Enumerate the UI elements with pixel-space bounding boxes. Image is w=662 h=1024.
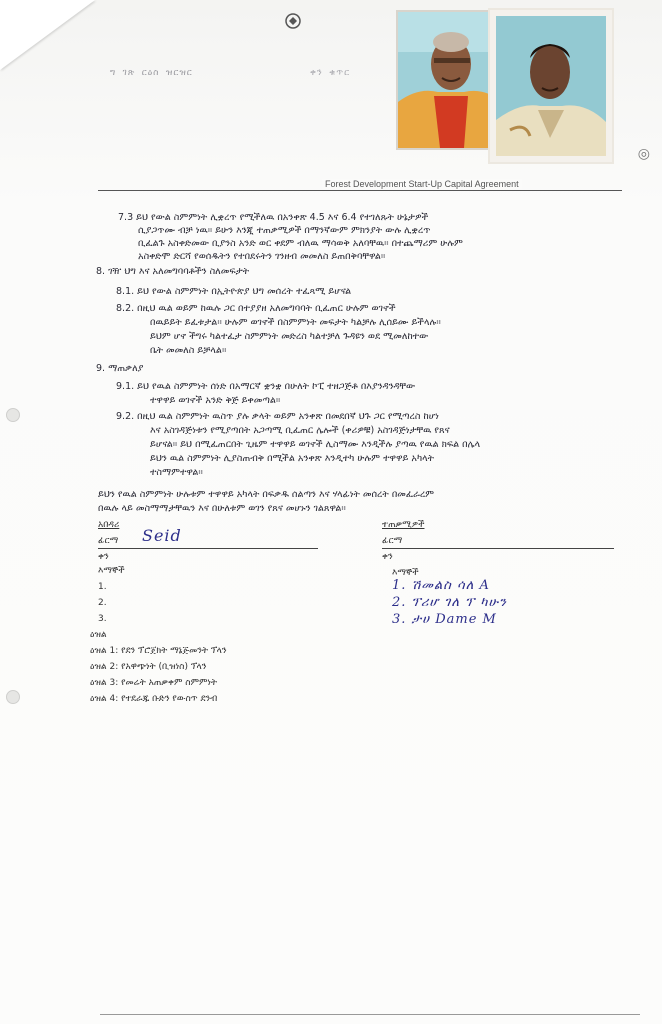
clause-9-2-line-3: ይሆናል። ይህ በሚፈጠርበት ጊዜም ተዋዋይ ወገኖች ሊስማሙ እንዲችሉ ያጣዉ የዉል ክፍል በሌላ [150,439,481,450]
clause-8-1: 8.1. ይህ የውል ስምምነት በኢትዮጵያ ህግ መሰረት ተፈጻሚ ይሆናል [116,286,352,297]
witness-right-3: 3. ታሀ Dame M [392,612,497,627]
section-9-heading: 9. ማጠቃለያ [96,363,144,374]
clause-8-2-line-2: በዉይይት ይፈቱታል። ሁሉም ወገኖች በስምምነት መፍታት ካልቻሉ ሊሰይሙ ይችላሉ። [150,317,441,328]
party-1-signature: Seid [142,526,182,545]
clause-9-1-line-1: 9.1. ይህ የዉል ስምምነት ሰነድ በአማርኛ ቋንቋ በሁለት ኮፒ ተዘጋጅቶ በእያንዳንዳቸው [116,381,416,392]
clause-9-1-line-2: ተዋዋይ ወገኖች አንድ ቅጅ ይቀመጣል። [150,395,281,406]
witness-left-1: 1. [98,582,107,592]
faint-header-left: ግ ገጽ ርዕስ ዝርዝር [110,68,193,78]
clause-7-3-line-4: አስቀድሞ ድርሻ የወሰዱትን የተበደሩትን ገንዘብ መመለስ ይጠበቅባቸዋል። [138,251,386,262]
section-8-heading: 8. ገዥ ህግ እና አለመግባባቶችን ስለመፍታት [96,266,250,277]
party-1-signature-label: ፊርማ [98,536,119,546]
clause-7-3-line-1: 7.3 ይህ የውል ስምምነት ሊቋረጥ የሚችለዉ በአንቀጽ 4.5 እና 6.4 የተገለጹት ሁኔታዎች [118,212,429,223]
punch-hole-top [6,408,20,422]
photo-2 [488,8,614,164]
clause-7-3-line-3: ቢፈልጉ አስቀድመው ቢያንስ አንድ ወር ቀደም ብለዉ ማሳወቅ አለባቸዉ። በተጨማሪም ሁሉም [138,238,463,249]
party-2-date-label: ቀን [382,552,393,562]
party-1-date-label: ቀን [98,552,109,562]
faint-header-right: ቀን ቁጥር [310,68,351,78]
clause-8-2-line-3: ይህም ሆኖ ችግሩ ካልተፈታ ስምምነት መድረስ ካልተቻለ ጉዳዩን ወደ ሚመለከተው [150,331,429,342]
clause-9-2-line-2: እና አስገዳጅነቱን የሚያጣበት አጋጣሚ ቢፈጠር ሌሎች (ቀሪዎቹ) አስገዳጅነታቸዉ የጸና [150,425,450,436]
page-curl [0,0,95,70]
party-2-label: ተጠቃሚዎች [382,520,425,530]
party-1-signature-rule [98,548,318,549]
witness-left-2: 2. [98,598,107,608]
clause-9-2-line-4: ይህን ዉል ስምምነት ሊያስጠብቅ በሚችል አንቀጽ እንዲተካ ሁሉም ተዋዋይ አካላት [150,453,435,464]
annex-2: ዕዝል 2: የአዋጭነት (ቢዝነስ) ፕላን [90,662,207,672]
annex-4: ዕዝል 4: የተደራጁ ቡድን የውስጥ ደንብ [90,694,218,704]
clause-8-2-line-1: 8.2. በዚህ ዉል ወይም ከዉሉ ጋር በተያያዘ አለመግባባት ቢፈጠር ሁሉም ወገኖች [116,303,396,314]
witness-left-3: 3. [98,614,107,624]
annex-1: ዕዝል 1: የደን ፕሮጀክት ማኔጅመንት ፕላን [90,646,227,656]
seal-icon [284,12,302,30]
header-rule [98,190,622,191]
witnesses-heading-right: እማኞች [392,568,419,578]
party-1-label: አበዳሪ [98,520,120,530]
annex-3: ዕዝል 3: የመሬት አጠቃቀም ስምምነት [90,678,218,688]
closing-line-1: ይህን የዉል ስምምነት ሁሉቱም ተዋዋይ አካላት በፍቃዱ ሰልጣን እና ሃላፊነት መሰረት በመፈራረም [98,489,435,500]
bottom-rule [100,1014,640,1015]
annex-heading: ዕዝል [90,630,107,640]
witness-right-1: 1. ሽመልስ ሳለ A [392,578,490,593]
document-header-title: Forest Development Start-Up Capital Agreement [322,179,522,189]
witness-right-2: 2. ፕሪሆ ገለ ፕ ካሁን [392,595,507,610]
witnesses-heading-left: እማኞች [98,566,125,576]
margin-mark: ◎ [637,146,650,162]
party-2-signature-label: ፊርማ [382,536,403,546]
closing-line-2: በዉሉ ላይ መስማማታቸዉን እና በሁለቱም ወገን የጸና መሆኑን ገልጸዋል። [98,503,346,514]
punch-hole-bottom [6,690,20,704]
clause-9-2-line-5: ተስማምተዋል። [150,467,203,478]
clause-9-2-line-1: 9.2. በዚህ ዉል ስምምነት ዉስጥ ያሉ ቃላት ወይም አንቀጽ በመደበኛ ህጉ ጋር የሚጣረስ ከሆነ [116,411,439,422]
party-2-signature-rule [382,548,614,549]
clause-8-2-line-4: ቤት መመለስ ይቻላል። [150,345,227,356]
clause-7-3-line-2: ሲያጋጥሙ ብቻ ነዉ። ይሁን እንጂ ተጠቃሚዎች በማንኛውም ምክንያት ውሉ ሊቋረጥ [138,225,431,236]
